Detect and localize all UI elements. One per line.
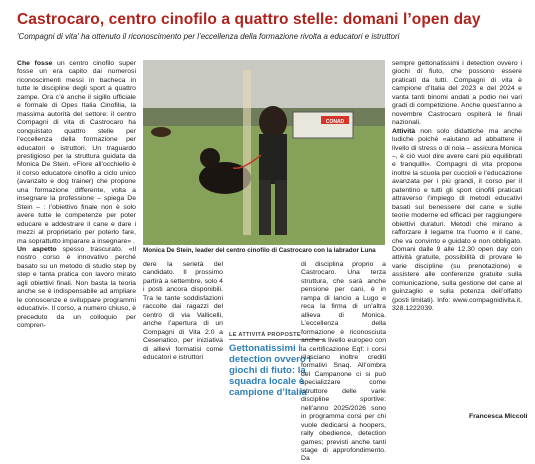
paragraph: spesso trascurato. «Il nostro corso è innovativo perché basato su un metodo di studio step by step e tanta pratica con lavoro mirato agli obiettivi finali. Non basta la teoria anche se è indispensabile ad ampliare le conoscenze e sviluppare programmi educativi». Il corso, a numero chiuso, è preceduto da un colloquio per compren-	[17, 245, 136, 330]
paragraph: un centro cinofilo super fosse un era capito dai numerosi riconoscimenti messi in bacheca in tutte le discipline degli sport a quattro zampe. Ora c’è anche il sigillo ufficiale e formale di Opes Italia Cinofilia, la massima autorità del settore: il centro Compagni di vita di Castrocaro ha conquistato quattro stelle per l’eccellenza della formazione per educatori e istruttori. Un traguardo prestigioso per la struttura guidata da Monica De Stein. «Fiore all’occhiello è il corso educatore cinofilo a ciclo unico (avanzato e dog trainer) che propone una formazione differente, volta a insegnare la professione – spiega De Stein – : l’obiettivo finale non è solo avere tutte le competenze per poter educare e addestrare il cane e dare i mezzi al proprietario per poterlo fare, ma soprattutto imparare a insegnare» .	[17, 60, 136, 245]
article-headline: Castrocaro, centro cinofilo a quattro stelle: domani l’open day	[17, 11, 481, 28]
article-column-1	[17, 60, 136, 331]
article-column-2	[143, 261, 223, 362]
article-subtitle: 'Compagni di vita' ha ottenuto il riconoscimento per l’eccellenza della formazione rivolta a educatori e istruttori	[17, 32, 400, 41]
article-photo	[143, 60, 385, 245]
photo-caption: Monica De Stein, leader del centro cinofilo di Castrocaro con la labrador Luna	[143, 247, 376, 254]
paragraph-lead: Un aspetto	[17, 245, 57, 253]
sidebar-kicker: LE ATTIVITÀ PROPOSTE	[229, 332, 301, 338]
paragraph-lead: Attività	[392, 127, 416, 135]
sidebar-headline: Gettonatissimi i detection ovvero i giochi di fiuto: la squadra locale è campione d’Italia	[229, 343, 312, 398]
paragraph: dere la serietà del candidato. Il prossimo partirà a settembre, solo 4 i posti ancora disponibili. Tra le tante soddisfazioni raccolte dai ragazzi del centro di via Vallicelli, anche l’apertura di un Compagni di Vita 2.0 a Cesenatico, per iniziativa di allievi formatisi come educatori e istruttori	[143, 261, 223, 361]
paragraph: non solo didattiche ma anche ludiche poiché «aiutano ad abbattere il livello di stress o di noia – assicura Monica –, è ciò vuol dire avere cani più equilibrati e tranquilli». Compagni di vita propone inoltre la scuola per cuccioli e l’educazione avanzata per i più grandi, il corso per il patentino e tutti gli sport cinofili praticati attraverso l’impiego di metodi educativi basati sul benessere del cane e sulle teorie moderne ed efficaci per raggiungere obiettivi duraturi. Metodi che mirano a rafforzare il legame tra l’uomo e il cane, che va convinto e guidato e non obbligato. Domani dalle 9 alle 12.30 open day con attività gratuite, possibilità di provare le varie discipline (su prenotazione) e assistere alle conferenze gratuite sulla comunicazione, sulla gestione del cane al guinzaglio e sulla potenza dell’olfatto (posti limitati). Info: www.compagnidivita.it, 328.1222039.	[392, 127, 522, 313]
paragraph: sempre gettonatissimi i detection ovvero i giochi di fiuto, che possono essere praticati da tutti. Compagni di vita è campione d’Italia del 2023 e del 2024 e vanta tanti binomi andati a podio nei vari gradi di competizione. Anche quest’anno a novembre Castrocaro ospiterà le finali nazionali.	[392, 60, 522, 127]
dropcap-lead: Che fosse	[17, 60, 53, 67]
sponsor-sign-text: CONAD	[325, 119, 345, 125]
dog-trainer-photo	[143, 60, 385, 245]
paragraph: di disciplina proprio a Castrocaro. Una terza struttura, che sarà anche pensione per cani, è in rampa di lancio a Lugo e reca la firma di un’altra allieva di Monica. L’eccellenza della formazione è riconosciuta anche a livello europeo con la certificazione Eqf: i corsi rilasciano inoltre crediti formativi Snaq. All’ombra del Campanone ci si può specializzare come istruttore delle varie discipline sportive: nell’anno 2025/2026 sono in programma corsi per chi vuole dedicarsi a hoopers, rally obedience, detection games; previsti anche tanti stage di approfondimento. Da	[301, 261, 386, 463]
article-author: Francesca Miccoli	[469, 413, 528, 420]
article-column-3	[301, 261, 386, 463]
article-column-4	[392, 60, 522, 412]
